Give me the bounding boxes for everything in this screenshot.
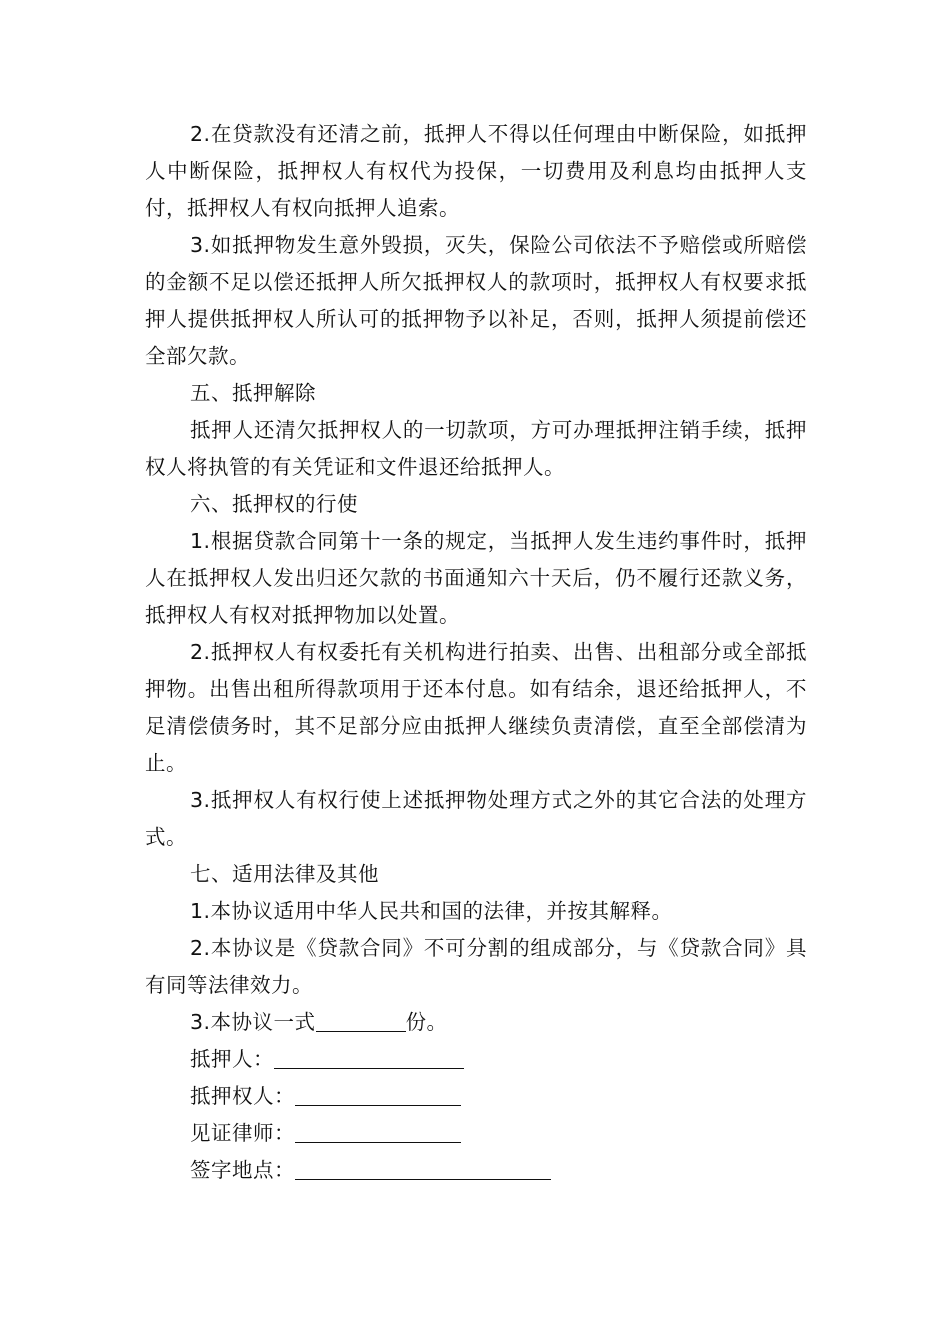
copies-blank[interactable] bbox=[316, 1009, 406, 1032]
witness-lawyer-label: 见证律师： bbox=[190, 1121, 295, 1145]
clause-4-3-paragraph: 3.如抵押物发生意外毁损，灭失，保险公司依法不予赔偿或所赔偿的金额不足以偿还抵押人所欠抵押权人的款项时，抵押权人有权要求抵押人提供抵押权人所认可的抵押物予以补足，否则，抵押人须提前偿还全部欠款。 bbox=[145, 233, 807, 368]
clause-6-3-paragraph: 3.抵押权人有权行使上述抵押物处理方式之外的其它合法的处理方式。 bbox=[145, 788, 807, 849]
witness-lawyer-signature-line bbox=[145, 1115, 807, 1152]
clause-7-1-paragraph: 1.本协议适用中华人民共和国的法律，并按其解释。 bbox=[190, 899, 673, 923]
signing-place-line bbox=[145, 1152, 807, 1189]
clause-6-1-paragraph: 1.根据贷款合同第十一条的规定，当抵押人发生违约事件时，抵押人在抵押权人发出归还欠款的书面通知六十天后，仍不履行还款义务，抵押权人有权对抵押物加以处置。 bbox=[145, 529, 807, 627]
copies-prefix: 3.本协议一式 bbox=[190, 1010, 316, 1034]
mortgagee-label: 抵押权人： bbox=[190, 1084, 295, 1108]
section-5-paragraph: 抵押人还清欠抵押权人的一切款项，方可办理抵押注销手续，抵押权人将执管的有关凭证和文件退还给抵押人。 bbox=[145, 418, 807, 479]
signing-place-label: 签字地点： bbox=[190, 1158, 295, 1182]
clause-4-2-paragraph: 2.在贷款没有还清之前，抵押人不得以任何理由中断保险，如抵押人中断保险，抵押权人有权代为投保，一切费用及利息均由抵押人支付，抵押权人有权向抵押人追索。 bbox=[145, 122, 807, 220]
mortgagee-signature-line bbox=[145, 1078, 807, 1115]
section-5-heading: 五、抵押解除 bbox=[190, 381, 316, 405]
section-7-heading: 七、适用法律及其他 bbox=[190, 862, 379, 886]
mortgagor-label: 抵押人： bbox=[190, 1047, 274, 1071]
mortgagor-signature-line bbox=[145, 1041, 807, 1078]
section-6-heading: 六、抵押权的行使 bbox=[190, 492, 358, 516]
copies-line bbox=[145, 1004, 807, 1041]
document-body bbox=[145, 116, 807, 1189]
signing-place-blank[interactable] bbox=[295, 1157, 551, 1180]
clause-6-2-paragraph: 2.抵押权人有权委托有关机构进行拍卖、出售、出租部分或全部抵押物。出售出租所得款项用于还本付息。如有结余，退还给抵押人，不足清偿债务时，其不足部分应由抵押人继续负责清偿，直至全部偿清为止。 bbox=[145, 640, 807, 775]
mortgagee-blank[interactable] bbox=[295, 1083, 461, 1106]
clause-7-2-paragraph: 2.本协议是《贷款合同》不可分割的组成部分，与《贷款合同》具有同等法律效力。 bbox=[145, 936, 807, 997]
copies-suffix: 份。 bbox=[405, 1010, 448, 1034]
mortgagor-blank[interactable] bbox=[274, 1046, 464, 1069]
witness-lawyer-blank[interactable] bbox=[295, 1120, 461, 1143]
